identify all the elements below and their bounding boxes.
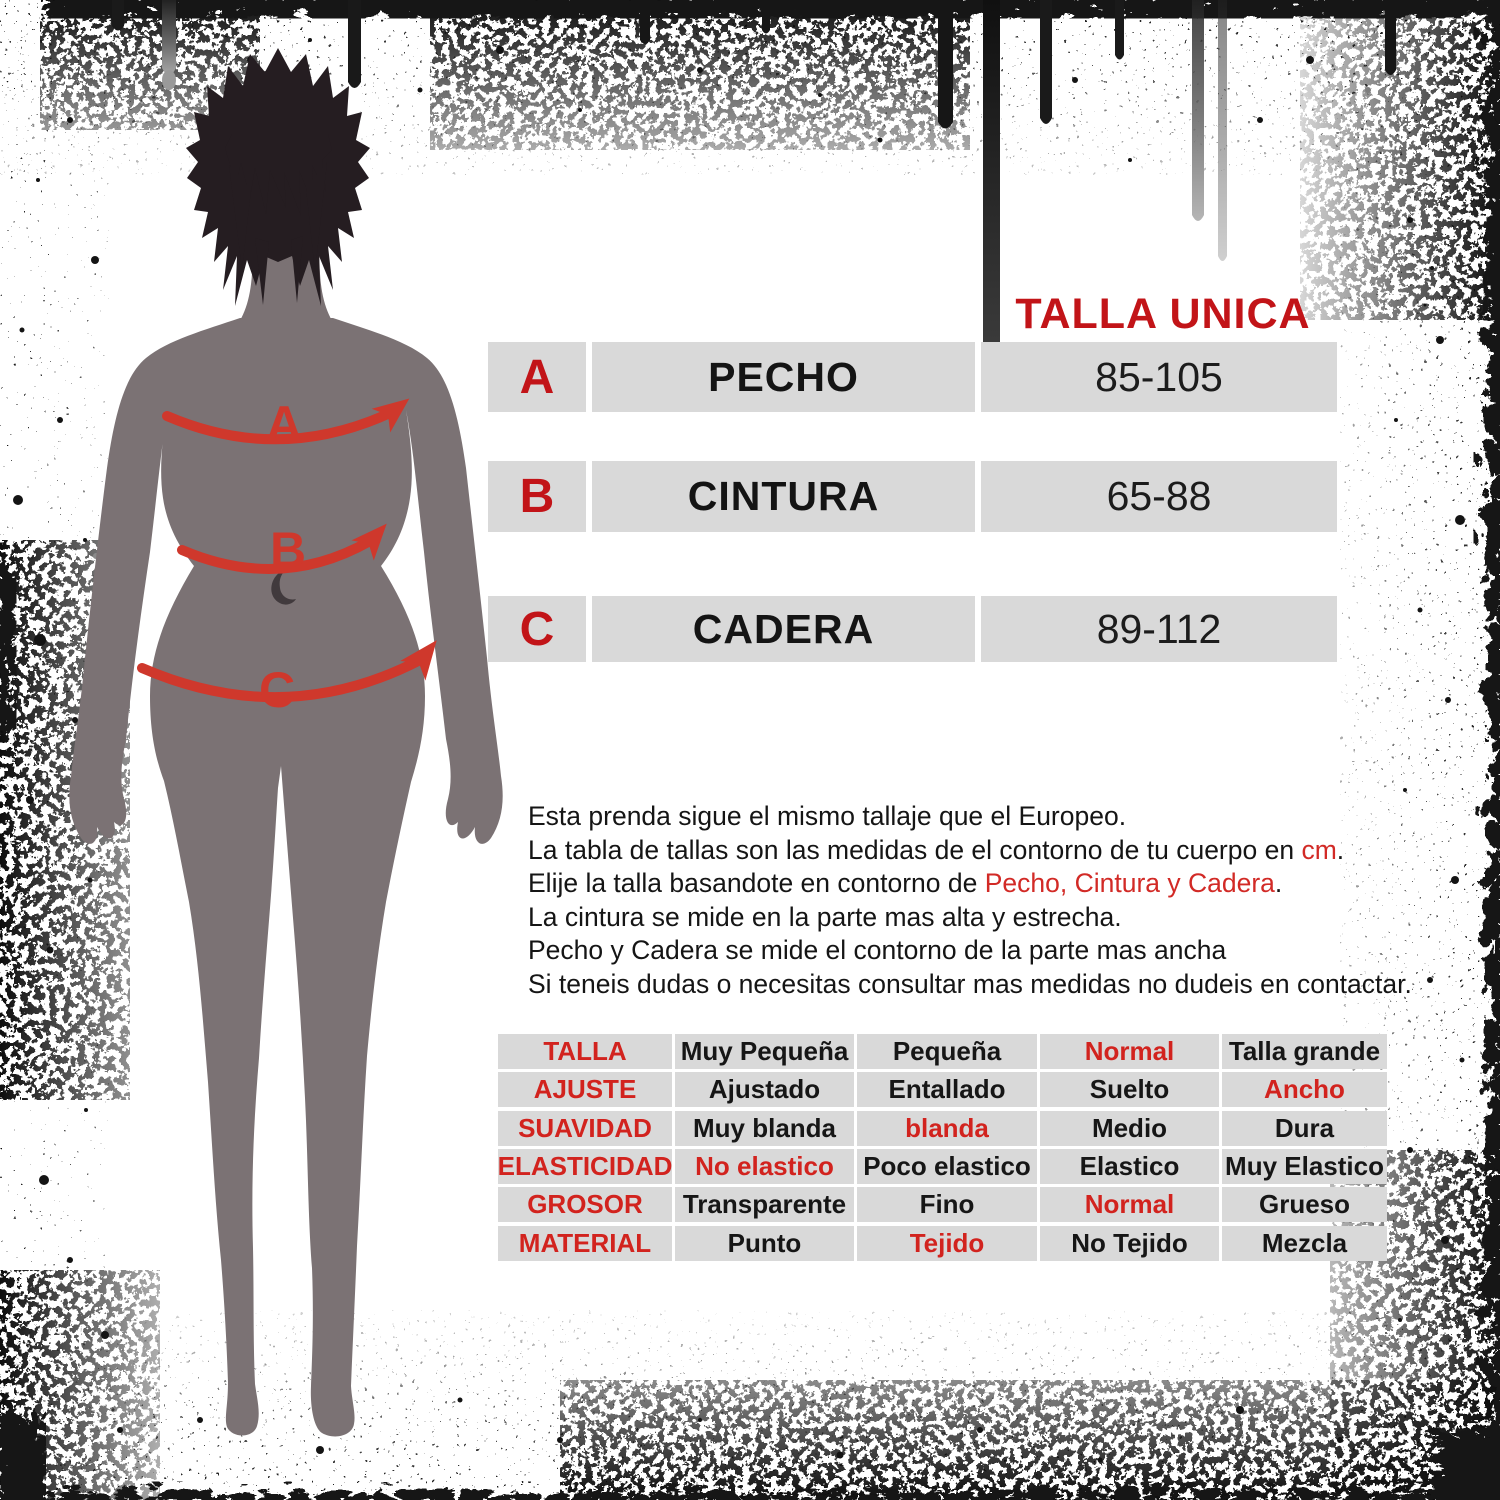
attribute-label: MATERIAL [498,1226,672,1261]
hip-marker-letter: C [258,662,296,718]
size-row-label: PECHO [592,342,975,412]
attribute-option: No elastico [675,1149,854,1184]
attribute-option: Muy Elastico [1222,1149,1387,1184]
attribute-option: Normal [1040,1034,1219,1069]
attribute-option: Talla grande [1222,1034,1387,1069]
note-line: Si teneis dudas o necesitas consultar mas medidas no dudeis en contactar. [528,968,1412,999]
attribute-row-material [498,1226,1387,1261]
note-line: La tabla de tallas son las medidas de el contorno de tu cuerpo en cm. [528,834,1345,865]
attribute-option: Suelto [1040,1072,1219,1107]
attribute-option: Tejido [857,1226,1037,1261]
attribute-option: Ajustado [675,1072,854,1107]
attribute-option: Muy Pequeña [675,1034,854,1069]
size-table-title: TALLA UNICA [1015,290,1311,338]
size-row-letter: B [488,461,586,532]
female-body-silhouette-icon [69,48,502,1436]
size-row-cintura [488,461,1337,532]
attribute-option: Mezcla [1222,1226,1387,1261]
size-row-value: 65-88 [981,461,1337,532]
attribute-option: Pequeña [857,1034,1037,1069]
attribute-row-talla [498,1034,1387,1069]
attribute-option: Muy blanda [675,1111,854,1146]
attribute-option: Dura [1222,1111,1387,1146]
note-line: Esta prenda sigue el mismo tallaje que el Europeo. [528,801,1127,831]
note-line: Elije la talla basandote en contorno de Pecho, Cintura y Cadera. [528,868,1283,898]
body [69,318,502,1436]
size-row-label: CADERA [592,596,975,662]
size-row-pecho [488,342,1337,412]
bust-marker-letter: A [265,396,303,452]
attribute-row-elasticidad [498,1149,1387,1184]
size-row-label: CINTURA [592,461,975,532]
waist-marker-letter: B [269,522,307,578]
attribute-label: AJUSTE [498,1072,672,1107]
size-row-letter: A [488,342,586,412]
size-row-value: 85-105 [981,342,1337,412]
attribute-option: Poco elastico [857,1149,1037,1184]
attribute-row-ajuste [498,1072,1387,1107]
attribute-option: Entallado [857,1072,1037,1107]
size-row-letter: C [488,596,586,662]
attribute-option: Grueso [1222,1187,1387,1222]
attribute-option: blanda [857,1111,1037,1146]
sizing-notes [528,800,1428,1001]
note-line: Pecho y Cadera se mide el contorno de la parte mas ancha [528,935,1227,965]
attribute-option: Transparente [675,1187,854,1222]
attribute-label: TALLA [498,1034,672,1069]
attribute-row-grosor [498,1187,1387,1222]
attribute-option: Normal [1040,1187,1219,1222]
attribute-label: SUAVIDAD [498,1111,672,1146]
attribute-option: No Tejido [1040,1226,1219,1261]
size-row-cadera [488,596,1337,662]
attribute-row-suavidad [498,1111,1387,1146]
attribute-option: Medio [1040,1111,1219,1146]
attribute-option: Ancho [1222,1072,1387,1107]
attribute-option: Punto [675,1226,854,1261]
size-row-value: 89-112 [981,596,1337,662]
note-line: La cintura se mide en la parte mas alta y estrecha. [528,901,1122,932]
attribute-label: GROSOR [498,1187,672,1222]
attribute-option: Elastico [1040,1149,1219,1184]
attribute-option: Fino [857,1187,1037,1222]
attribute-label: ELASTICIDAD [498,1149,672,1184]
